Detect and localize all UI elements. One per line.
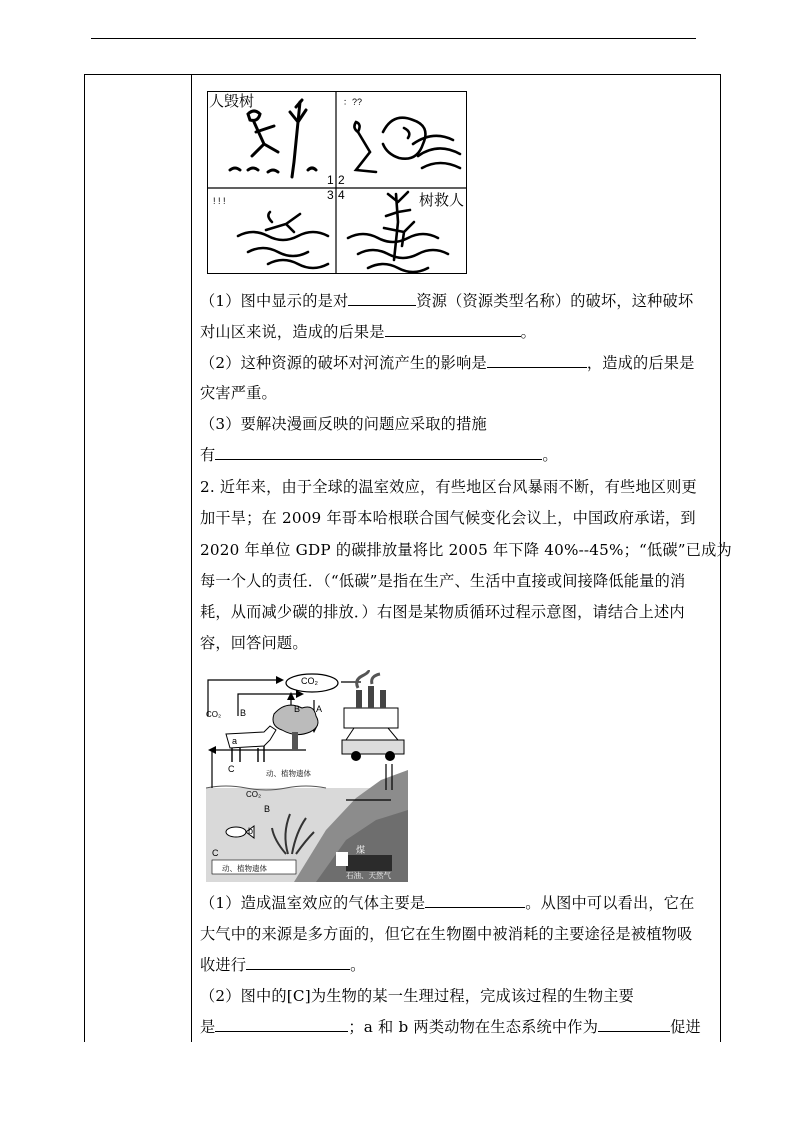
arrow-A-label: A <box>316 704 323 714</box>
header-rule <box>91 38 696 39</box>
co2-top-label: CO₂ <box>301 676 318 686</box>
arrow-B2-label: B <box>240 708 247 718</box>
answer-blank[interactable] <box>215 1018 348 1032</box>
answer-blank[interactable] <box>348 292 416 306</box>
panel2-caption: ：?? <box>343 97 363 107</box>
oil-gas-label: 石油、天然气 <box>346 871 391 880</box>
q2-line-2: 加干旱；在 2009 年哥本哈根联合国气候变化会议上，中国政府承诺，到 <box>200 509 696 527</box>
q1-line-6: 有 。 <box>200 446 558 464</box>
carbon-cycle-diagram <box>206 670 408 882</box>
arrow-C-label: C <box>228 764 235 774</box>
q1-line-3: （2）这种资源的破坏对河流产生的影响是 ，造成的后果是 <box>200 354 695 372</box>
q2-line-1: 2. 近年来，由于全球的温室效应，有些地区台风暴雨不断，有些地区则更 <box>200 478 697 496</box>
co2-water-label: CO₂ <box>246 790 262 799</box>
arrow-B3-label: B <box>264 804 271 814</box>
answer-blank[interactable] <box>246 956 350 970</box>
q2-line-4: 每一个人的责任．（“低碳”是指在生产、生活中直接或间接降低能量的消 <box>200 572 686 590</box>
q2-line-3: 2020 年单位 GDP 的碳排放量将比 2005 年下降 40%--45%；“低碳”已成为 <box>200 541 732 559</box>
answer-blank[interactable] <box>598 1018 670 1032</box>
comic-drawing <box>208 92 466 273</box>
co2-left-label: CO₂ <box>206 710 222 719</box>
comic-figure <box>207 91 467 274</box>
panel1-caption: 人毁树 <box>209 93 255 110</box>
answer-blank[interactable] <box>215 446 542 460</box>
q2-sub-line-5: 是 ；a 和 b 两类动物在生态系统中作为 促进 <box>200 1018 701 1036</box>
q2-line-5: 耗，从而减少碳的排放．）右图是某物质循环过程示意图，请结合上述内 <box>200 603 685 621</box>
arrow-B-label: B <box>294 704 301 714</box>
q2-sub-line-2: 大气中的来源是多方面的，但它在生物圈中被消耗的主要途径是被植物吸 <box>200 925 693 943</box>
panel-number-1: 1 <box>327 173 334 187</box>
coal-label: 煤 <box>356 845 366 855</box>
panel-number-2: 2 <box>338 173 345 187</box>
q2-sub-line-3: 收进行 。 <box>200 956 366 974</box>
q1-line-5: （3）要解决漫画反映的问题应采取的措施 <box>200 415 487 433</box>
answer-blank[interactable] <box>487 354 587 368</box>
panel4-caption: 树救人 <box>419 192 465 209</box>
q2-line-6: 容，回答问题。 <box>200 634 308 652</box>
q1-line-1: （1）图中显示的是对 资源（资源类型名称）的破坏，这种破坏 <box>200 292 694 310</box>
remains-top-label: 动、植物遗体 <box>266 769 311 778</box>
panel-number-3: 3 <box>327 188 334 202</box>
animal-a-label: a <box>232 736 238 746</box>
q2-sub-line-1: （1）造成温室效应的气体主要是 。从图中可以看出，它在 <box>200 894 695 912</box>
arrow-C2-label: C <box>212 848 219 858</box>
answer-blank[interactable] <box>385 323 521 337</box>
panel3-caption: ! ! ! <box>213 196 226 206</box>
q1-line-2: 对山区来说，造成的后果是 。 <box>200 323 537 341</box>
remains-bottom-label: 动、植物遗体 <box>222 864 267 873</box>
animal-b-label: b <box>248 826 254 836</box>
column-divider <box>191 74 192 1042</box>
q2-sub-line-4: （2）图中的[C]为生物的某一生理过程，完成该过程的生物主要 <box>200 987 635 1005</box>
q1-line-4: 灾害严重。 <box>200 384 277 402</box>
answer-blank[interactable] <box>425 894 525 908</box>
panel-number-4: 4 <box>338 188 345 202</box>
